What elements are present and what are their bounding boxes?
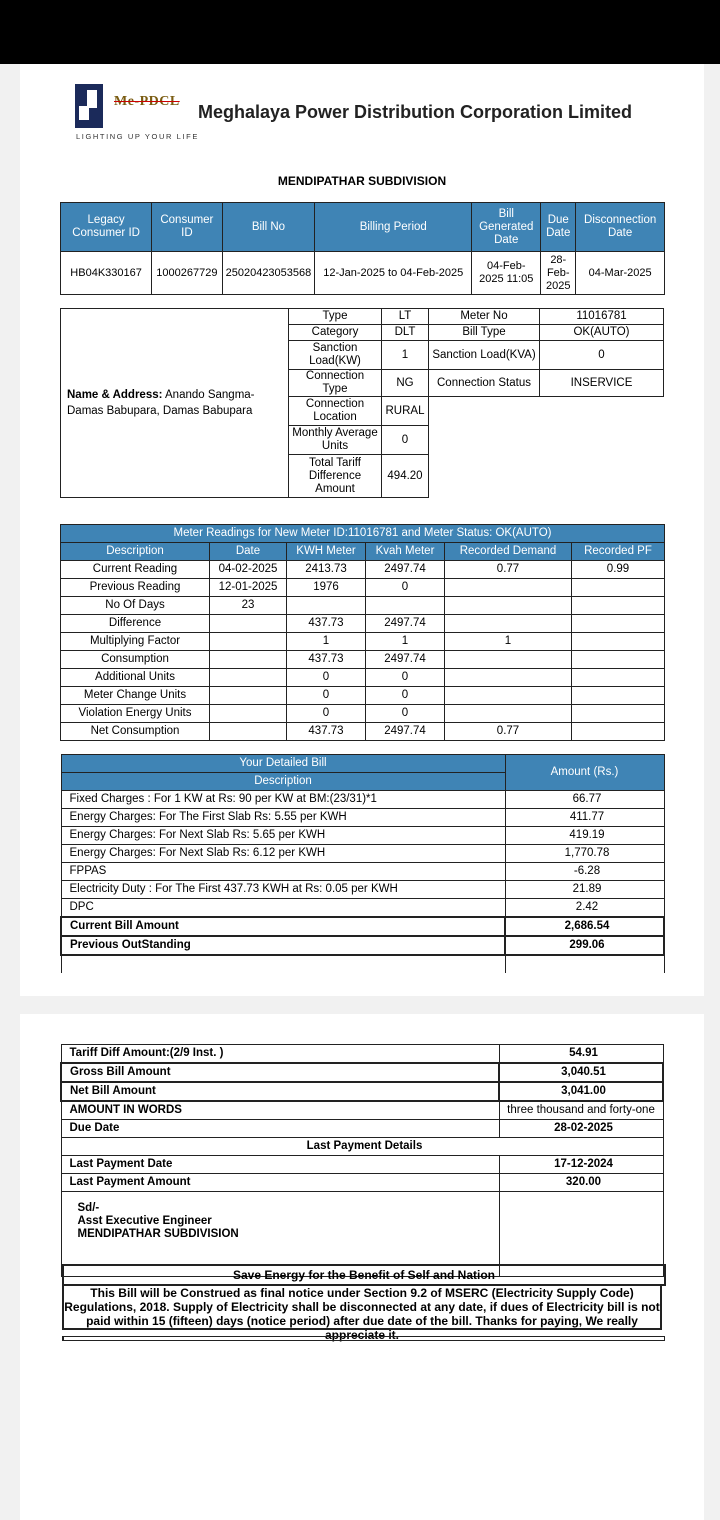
meter-cell: 0 (287, 705, 366, 723)
net-bill-value: 3,041.00 (499, 1082, 663, 1101)
meter-cell: Current Reading (61, 561, 210, 579)
connection-status-value: INSERVICE (540, 370, 664, 397)
bill-charge-row (61, 863, 664, 881)
company-logo (74, 82, 214, 142)
tariff-diff-amount-label: Total Tariff Difference Amount (289, 455, 382, 498)
meter-cell (445, 651, 572, 669)
bill-charge-row (61, 791, 664, 809)
amount-words-value: three thousand and forty-one (499, 1101, 663, 1120)
save-energy-banner: Save Energy for the Benefit of Self and Nation (62, 1264, 666, 1286)
charge-amount: 299.06 (505, 936, 664, 955)
meter-no-label: Meter No (429, 309, 540, 325)
last-payment-title: Last Payment Details (61, 1138, 663, 1156)
bill-summary-table (60, 1044, 664, 1277)
charge-amount: 2,686.54 (505, 917, 664, 936)
bill-charge-row (61, 899, 664, 918)
meter-cell: 2497.74 (366, 561, 445, 579)
charge-amount: -6.28 (505, 863, 664, 881)
due-date-value: 28-Feb-2025 (541, 252, 576, 295)
legacy-id-value: HB04K330167 (61, 252, 152, 295)
connection-location-value: RURAL (382, 397, 429, 426)
tariff-diff-amount-value: 494.20 (382, 455, 429, 498)
meter-cell: 0 (366, 687, 445, 705)
last-payment-date-value: 17-12-2024 (499, 1156, 663, 1174)
signature-title: Asst Executive Engineer (77, 1215, 212, 1227)
meter-cell: 0 (366, 579, 445, 597)
meter-cell (210, 651, 287, 669)
meter-cell: Additional Units (61, 669, 210, 687)
meter-cell: 12-01-2025 (210, 579, 287, 597)
amount-words-label: AMOUNT IN WORDS (61, 1101, 499, 1120)
meter-cell (445, 669, 572, 687)
charge-amount: 411.77 (505, 809, 664, 827)
meter-cell (210, 687, 287, 705)
sanction-load-kva-label: Sanction Load(KVA) (429, 341, 540, 370)
billing-period-value: 12-Jan-2025 to 04-Feb-2025 (315, 252, 472, 295)
meter-cell (445, 615, 572, 633)
col-due-date: Due Date (541, 203, 576, 252)
logo-mark-icon (75, 84, 103, 128)
last-payment-amount-label: Last Payment Amount (61, 1174, 499, 1192)
meter-reading-row (61, 633, 665, 651)
meter-cell (287, 597, 366, 615)
col-legacy-id: Legacy Consumer ID (61, 203, 152, 252)
type-label: Type (289, 309, 382, 325)
charge-description: Previous OutStanding (61, 936, 505, 955)
bill-charge-row (61, 809, 664, 827)
col-kvah: Kvah Meter (366, 543, 445, 561)
bill-info-table (60, 202, 665, 295)
bill-charge-row (61, 827, 664, 845)
col-description: Description (61, 543, 210, 561)
col-bill-no: Bill No (222, 203, 315, 252)
meter-cell: 0 (287, 669, 366, 687)
last-payment-date-label: Last Payment Date (61, 1156, 499, 1174)
meter-no-value: 11016781 (540, 309, 664, 325)
consumer-id-value: 1000267729 (152, 252, 222, 295)
meter-cell: 04-02-2025 (210, 561, 287, 579)
final-notice-text: This Bill will be Construed as final notice under Section 9.2 of MSERC (Electricity Supply Code) Regulations, 2018. Supply of Electricity shall be disconnected at any date, if dues of Electricity bill is not paid within 15 (fifteen) days (notice period) after due date of the bill. Thanks for paying, We really appreciate it. (62, 1284, 662, 1330)
col-consumer-id: Consumer ID (152, 203, 222, 252)
type-value: LT (382, 309, 429, 325)
meter-cell: Meter Change Units (61, 687, 210, 705)
meter-cell (210, 633, 287, 651)
consumer-details-table (60, 308, 664, 498)
col-bill-description: Description (61, 773, 505, 791)
sanction-load-kva-value: 0 (540, 341, 664, 370)
due-date-label: Due Date (61, 1120, 499, 1138)
meter-reading-row (61, 615, 665, 633)
bill-charge-row (61, 881, 664, 899)
meter-cell (572, 705, 665, 723)
meter-cell (572, 633, 665, 651)
meter-cell: 437.73 (287, 651, 366, 669)
bill-generated-value: 04-Feb-2025 11:05 (472, 252, 541, 295)
meter-cell: 2497.74 (366, 723, 445, 741)
meter-cell: 1 (287, 633, 366, 651)
charge-description: Fixed Charges : For 1 KW at Rs: 90 per KW at BM:(23/31)*1 (61, 791, 505, 809)
meter-readings-title: Meter Readings for New Meter ID:11016781 and Meter Status: OK(AUTO) (61, 525, 665, 543)
bill-type-value: OK(AUTO) (540, 325, 664, 341)
meter-cell (572, 723, 665, 741)
meter-cell: 0 (366, 705, 445, 723)
meter-reading-row (61, 687, 665, 705)
meter-cell: 2413.73 (287, 561, 366, 579)
tariff-diff-inst-value: 54.91 (499, 1045, 663, 1064)
col-disconnection-date: Disconnection Date (576, 203, 665, 252)
meter-cell: 437.73 (287, 615, 366, 633)
sanction-load-kw-label: Sanction Load(KW) (289, 341, 382, 370)
meter-reading-row (61, 579, 665, 597)
meter-cell (366, 597, 445, 615)
sanction-load-kw-value: 1 (382, 341, 429, 370)
meter-reading-row (61, 651, 665, 669)
connection-type-label: Connection Type (289, 370, 382, 397)
meter-cell: Violation Energy Units (61, 705, 210, 723)
charge-amount: 419.19 (505, 827, 664, 845)
charge-description: Energy Charges: For The First Slab Rs: 5.55 per KWH (61, 809, 505, 827)
charge-description: Current Bill Amount (61, 917, 505, 936)
meter-cell (210, 723, 287, 741)
signature-office: MENDIPATHAR SUBDIVISION (77, 1228, 239, 1240)
meter-cell (572, 687, 665, 705)
col-recorded-demand: Recorded Demand (445, 543, 572, 561)
meter-cell (445, 687, 572, 705)
meter-cell (572, 615, 665, 633)
meter-reading-row (61, 597, 665, 615)
tariff-diff-inst-label: Tariff Diff Amount:(2/9 Inst. ) (61, 1045, 499, 1064)
bill-no-value: 25020423053568 (222, 252, 315, 295)
due-date-value-2: 28-02-2025 (499, 1120, 663, 1138)
meter-reading-row (61, 561, 665, 579)
status-bar (0, 0, 720, 64)
detailed-bill-table (60, 754, 665, 973)
detailed-bill-title: Your Detailed Bill (61, 755, 505, 773)
meter-cell: 0 (287, 687, 366, 705)
charge-description: DPC (61, 899, 505, 918)
meter-cell (210, 669, 287, 687)
bill-total-row (61, 917, 664, 936)
meter-cell: Difference (61, 615, 210, 633)
name-address-cell (61, 309, 289, 498)
meter-cell: 1 (445, 633, 572, 651)
col-date: Date (210, 543, 287, 561)
bill-charge-row (61, 845, 664, 863)
signature-sd: Sd/- (77, 1202, 100, 1214)
logo-tagline: LIGHTING UP YOUR LIFE (76, 132, 199, 141)
monthly-avg-units-value: 0 (382, 426, 429, 455)
meter-cell: Consumption (61, 651, 210, 669)
meter-reading-row (61, 669, 665, 687)
meter-header-row (61, 543, 665, 561)
meter-cell: 0.99 (572, 561, 665, 579)
charge-description: FPPAS (61, 863, 505, 881)
category-label: Category (289, 325, 382, 341)
meter-cell: 0.77 (445, 723, 572, 741)
bill-page-1 (20, 64, 704, 996)
charge-amount: 21.89 (505, 881, 664, 899)
bill-info-header-row (61, 203, 665, 252)
last-payment-amount-value: 320.00 (499, 1174, 663, 1192)
disconnection-date-value: 04-Mar-2025 (576, 252, 665, 295)
connection-location-label: Connection Location (289, 397, 382, 426)
bottom-rule (62, 1336, 665, 1341)
meter-cell: 1 (366, 633, 445, 651)
meter-cell (445, 705, 572, 723)
charge-description: Energy Charges: For Next Slab Rs: 6.12 per KWH (61, 845, 505, 863)
subdivision-title: MENDIPATHAR SUBDIVISION (277, 174, 447, 188)
meter-cell: Previous Reading (61, 579, 210, 597)
meter-cell (572, 597, 665, 615)
connection-type-value: NG (382, 370, 429, 397)
meter-cell (572, 651, 665, 669)
gross-bill-label: Gross Bill Amount (61, 1063, 499, 1082)
col-billing-period: Billing Period (315, 203, 472, 252)
charge-description: Energy Charges: For Next Slab Rs: 5.65 per KWH (61, 827, 505, 845)
meter-cell (572, 579, 665, 597)
meter-readings-table (60, 524, 665, 741)
col-amount: Amount (Rs.) (505, 755, 664, 791)
meter-cell: 437.73 (287, 723, 366, 741)
meter-cell (445, 579, 572, 597)
charge-description: Electricity Duty : For The First 437.73 KWH at Rs: 0.05 per KWH (61, 881, 505, 899)
meter-cell (210, 705, 287, 723)
bill-total-row (61, 936, 664, 955)
meter-reading-row (61, 723, 665, 741)
category-value: DLT (382, 325, 429, 341)
bill-info-values-row (61, 252, 665, 295)
bill-type-label: Bill Type (429, 325, 540, 341)
charge-amount: 66.77 (505, 791, 664, 809)
charge-amount: 1,770.78 (505, 845, 664, 863)
col-bill-generated: Bill Generated Date (472, 203, 541, 252)
meter-cell: 0 (366, 669, 445, 687)
name-address-label: Name & Address: (67, 389, 163, 401)
meter-cell (445, 597, 572, 615)
connection-status-label: Connection Status (429, 370, 540, 397)
meter-cell: 0.77 (445, 561, 572, 579)
meter-cell (572, 669, 665, 687)
meter-cell: 23 (210, 597, 287, 615)
logo-brand: Me-PDCL (114, 94, 180, 109)
charge-amount: 2.42 (505, 899, 664, 918)
corporation-name: Meghalaya Power Distribution Corporation Limited (198, 102, 633, 122)
bill-page-2 (20, 1014, 704, 1520)
name-address-value: Anando Sangma-Damas Babupara, Damas Babupara (67, 389, 255, 417)
meter-reading-row (61, 705, 665, 723)
meter-cell: 2497.74 (366, 615, 445, 633)
meter-cell: 2497.74 (366, 651, 445, 669)
col-kwh: KWH Meter (287, 543, 366, 561)
meter-cell: No Of Days (61, 597, 210, 615)
gross-bill-value: 3,040.51 (499, 1063, 663, 1082)
meter-cell: 1976 (287, 579, 366, 597)
monthly-avg-units-label: Monthly Average Units (289, 426, 382, 455)
meter-cell: Net Consumption (61, 723, 210, 741)
meter-cell: Multiplying Factor (61, 633, 210, 651)
col-recorded-pf: Recorded PF (572, 543, 665, 561)
meter-cell (210, 615, 287, 633)
net-bill-label: Net Bill Amount (61, 1082, 499, 1101)
